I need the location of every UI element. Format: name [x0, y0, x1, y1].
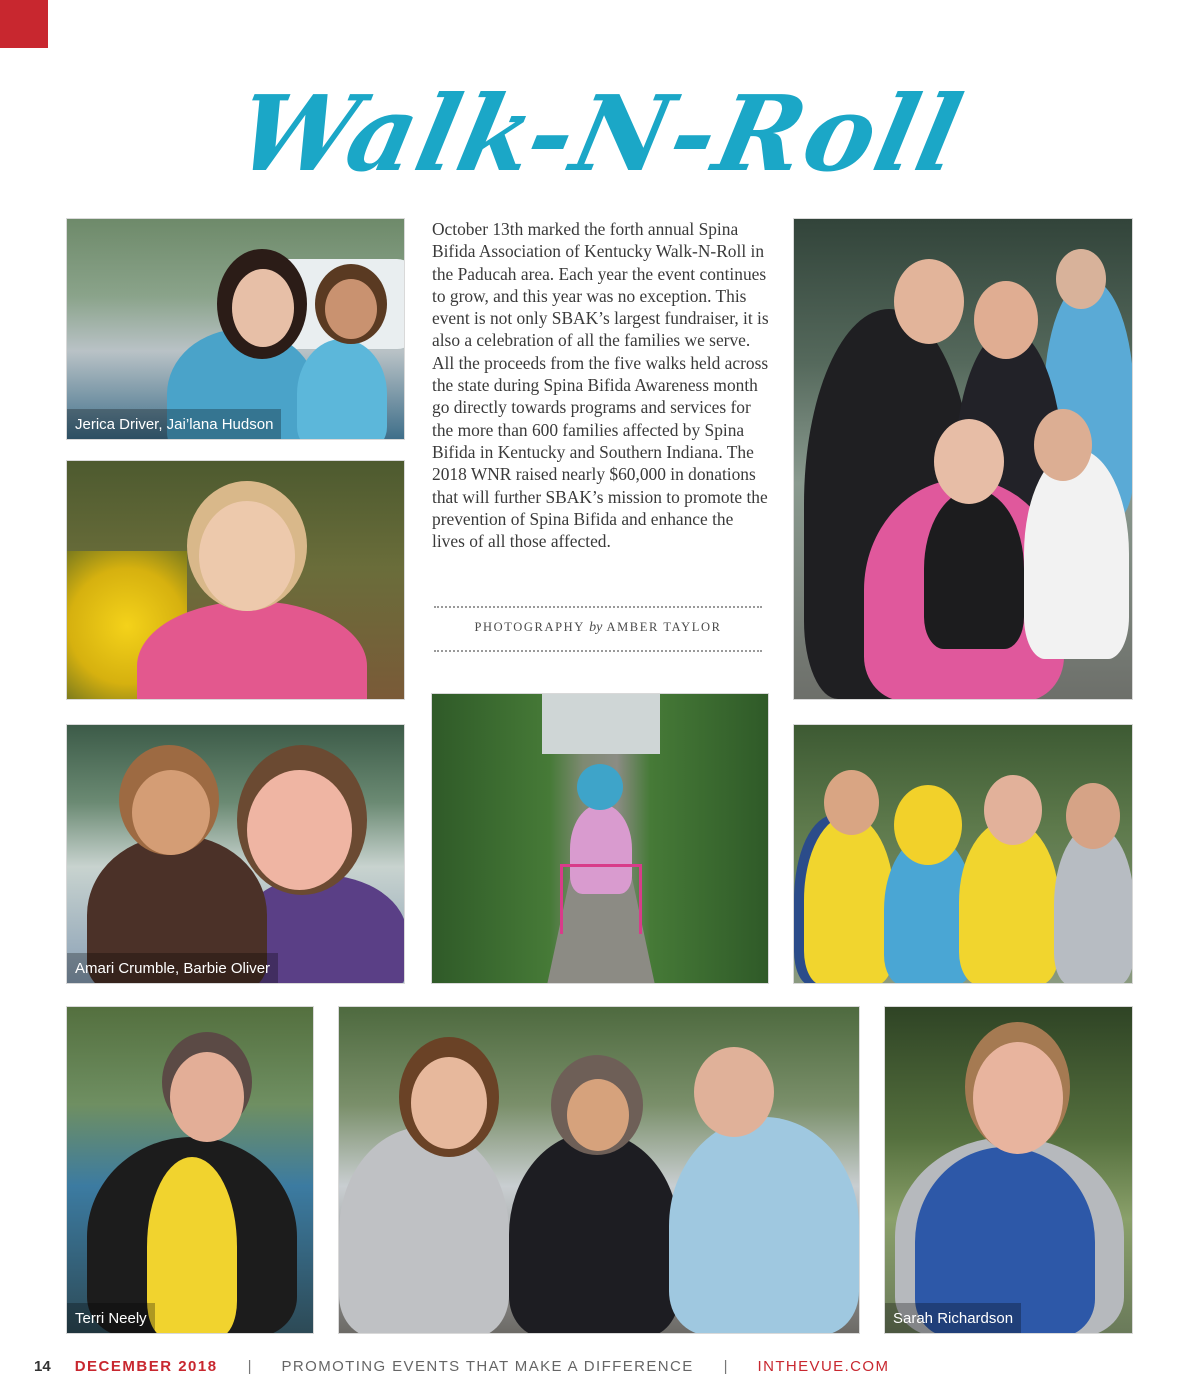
photo-toddler-pink-jacket [66, 460, 405, 700]
photo-caption: Sarah Richardson [885, 1303, 1021, 1333]
page-number: 14 [34, 1358, 51, 1375]
credit-label: PHOTOGRAPHY [474, 620, 585, 634]
photo-caption: Jerica Driver, Jai’lana Hudson [67, 409, 281, 439]
page-footer [34, 1358, 889, 1375]
divider-bottom [434, 650, 762, 652]
issue-month: DECEMBER 2018 [74, 1358, 218, 1375]
website-link[interactable]: INTHEVUE.COM [757, 1358, 890, 1375]
footer-tagline: PROMOTING EVENTS THAT MAKE A DIFFERENCE [281, 1358, 694, 1375]
divider-top [434, 606, 762, 608]
footer-separator: | [723, 1358, 728, 1375]
photo-baby-and-woman [66, 724, 405, 984]
photo-caption: Terri Neely [67, 1303, 155, 1333]
article-body [432, 218, 770, 552]
photo-cousin-crew [793, 218, 1133, 700]
photo-boy-in-wheelchair [338, 1006, 860, 1334]
photo-walker-path [431, 693, 769, 984]
photo-sarah-richardson [884, 1006, 1133, 1334]
photo-marys-minions [793, 724, 1133, 984]
credit-by: by [589, 620, 603, 635]
photo-terri-neely [66, 1006, 314, 1334]
photo-caption: Amari Crumble, Barbie Oliver [67, 953, 278, 983]
credit-name: AMBER TAYLOR [606, 620, 722, 634]
footer-separator: | [247, 1358, 252, 1375]
article-paragraph: October 13th marked the forth annual Spina Bifida Association of Kentucky Walk-N-Roll in the Paducah area. Each year the event continues to grow, and this year was no exception. This event is not only SBAK’s largest fundraiser, it is also a celebration of all the families we serve. All the proceeds from the five walks held across the state during Spina Bifida Awareness month go directly towards programs and services for the more than 600 families affected by Spina Bifida in Kentucky and Southern Indiana. The 2018 WNR raised nearly $60,000 in donations that will further SBAK’s mission to promote the prevention of Spina Bifida and enhance the lives of all those affected. [432, 219, 769, 552]
photo-credit [434, 620, 762, 636]
page-title: Walk-N-Roll [226, 72, 974, 195]
corner-accent [0, 0, 48, 48]
photo-mother-daughter [66, 218, 405, 440]
